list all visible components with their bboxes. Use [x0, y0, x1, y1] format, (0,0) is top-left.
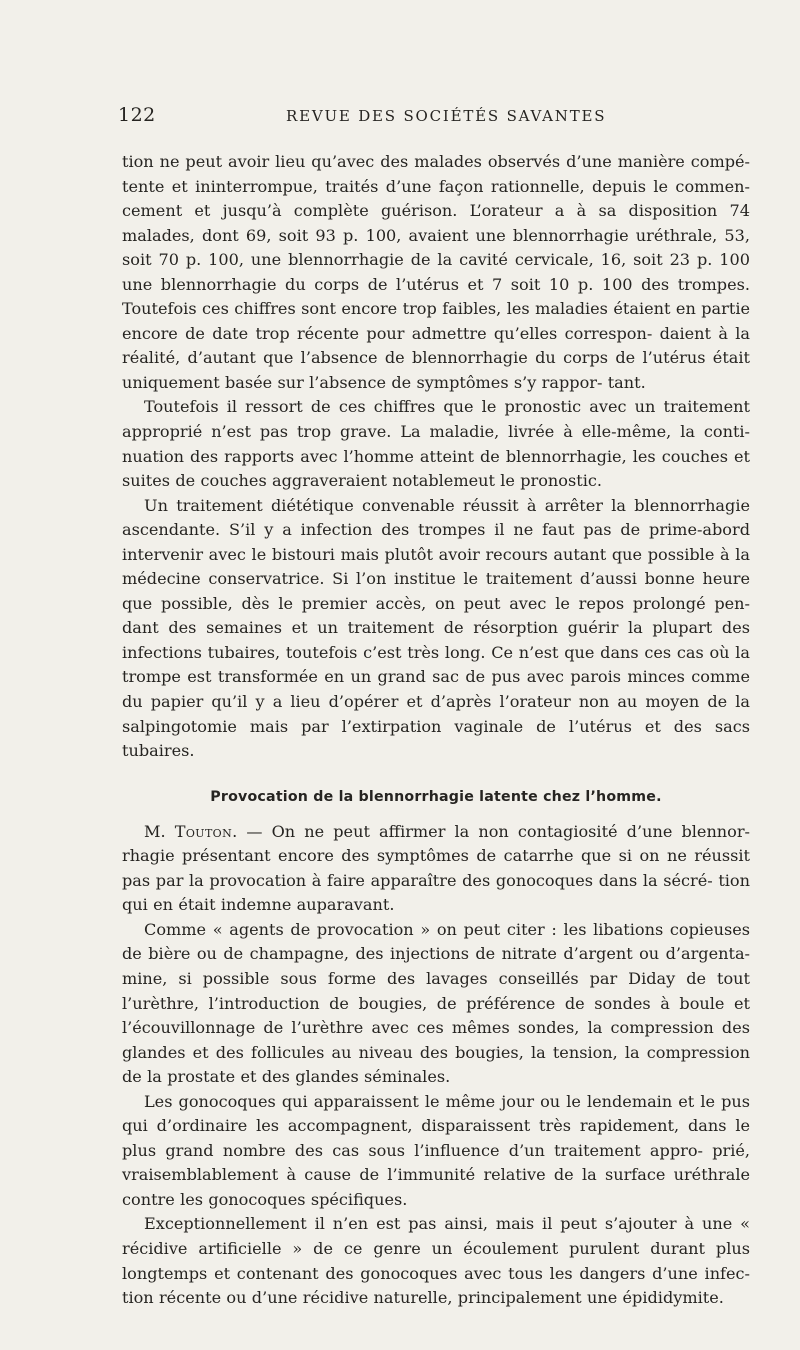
running-title: REVUE DES SOCIÉTÉS SAVANTES — [286, 107, 607, 125]
paragraph: Les gonocoques qui apparaissent le même jour ou le lendemain et le pus qui d’ordinaire les accompagnent, disparaissent très rapidement, dans le plus grand nombre des cas sous l’influence d’un traitement appro- prié, vraisemblablement à cause de l’immunité relative de la surface uréthrale contre les gonocoques spécifiques. — [122, 1091, 750, 1209]
page-number: 122 — [118, 104, 156, 126]
paragraph: Toutefois il ressort de ces chiffres que le pronostic avec un traitement approprié n’est pas trop grave. La maladie, livrée à elle-même, la conti- nuation des rapports avec l’homme atteint de blennorrhagie, les couches et suites de couches aggraveraient notablemeut le pronostic. — [122, 397, 750, 491]
speaker-prefix: M. — [144, 821, 175, 841]
paragraph-text: On ne peut affirmer la non contagiosité d’une blennor- rhagie présentant encore des symptômes de catarrhe que si on ne réussit pas par la provocation à faire apparaître des gonocoques dans la sécré- tion qui en était indemne auparavant. — [122, 821, 750, 915]
paragraph: Un traitement diététique convenable réussit à arrêter la blennorrhagie ascendante. S’il y a infection des trompes il ne faut pas de prime-abord intervenir avec le bistouri mais plutôt avoir recours autant que possible à la médecine conservatrice. Si l’on institue le traitement d’aussi bonne heure que possible, dès le premier accès, on peut avec le repos prolongé pen- dant des semaines et un traitement de résorption guérir la plupart des infections tubaires, toutefois c’est très long. Ce n’est que dans ces cas où la trompe est transformée en un grand sac de pus avec parois minces comme du papier qu’il y a lieu d’opérer et d’après l’orateur non au moyen de la salpingotomie mais par l’extirpation vaginale de l’utérus et des sacs tubaires. — [122, 495, 750, 761]
section-heading: Provocation de la blennorrhagie latente chez l’homme. — [210, 788, 662, 805]
paragraph: Comme « agents de provocation » on peut citer : les libations copieuses de bière ou de champagne, des injections de nitrate d’argent ou d’argenta- mine, si possible sous forme des lavages conseillés par Diday de tout l’urèthre, l’introduction de bougies, de préférence de sondes à boule et l’écouvillonnage de l’urèthre avec ces mêmes sondes, la compression des glandes et des follicules au niveau des bougies, la tension, la compression de la prostate et des glandes séminales. — [122, 919, 750, 1087]
paragraph: Exceptionnellement il n’en est pas ainsi, mais il peut s’ajouter à une « récidive artificielle » de ce genre un écoulement purulent durant plus longtemps et contenant des gonocoques avec tous les dangers d’une infec- tion récente ou d’une récidive naturelle, principalement une épididymite. — [122, 1214, 750, 1308]
speaker-name: Touton — [174, 821, 233, 841]
article-body — [122, 150, 750, 1311]
section-first-paragraph — [122, 820, 750, 918]
paragraph: tion ne peut avoir lieu qu’avec des malades observés d’une manière compé- tente et ininterrompue, traités d’une façon rationnelle, depuis le commen- cement et jusqu’à complète guérison. L’orateur a à sa disposition 74 malades, dont 69, soit 93 p. 100, avaient une blennorrhagie uréthrale, 53, soit 70 p. 100, une blennorrhagie de la cavité cervicale, 16, soit 23 p. 100 une blennorrhagie du corps de l’utérus et 7 soit 10 p. 100 des trompes. Toutefois ces chiffres sont encore trop faibles, les maladies étaient en partie encore de date trop récente pour admettre qu’elles correspon- daient à la réalité, d’autant que l’absence de blennorrhagie du corps de l’utérus était uniquement basée sur l’absence de symptômes s’y rappor- tant. — [122, 152, 750, 392]
speaker-suffix: . — — [232, 821, 272, 841]
page-header — [118, 104, 750, 128]
